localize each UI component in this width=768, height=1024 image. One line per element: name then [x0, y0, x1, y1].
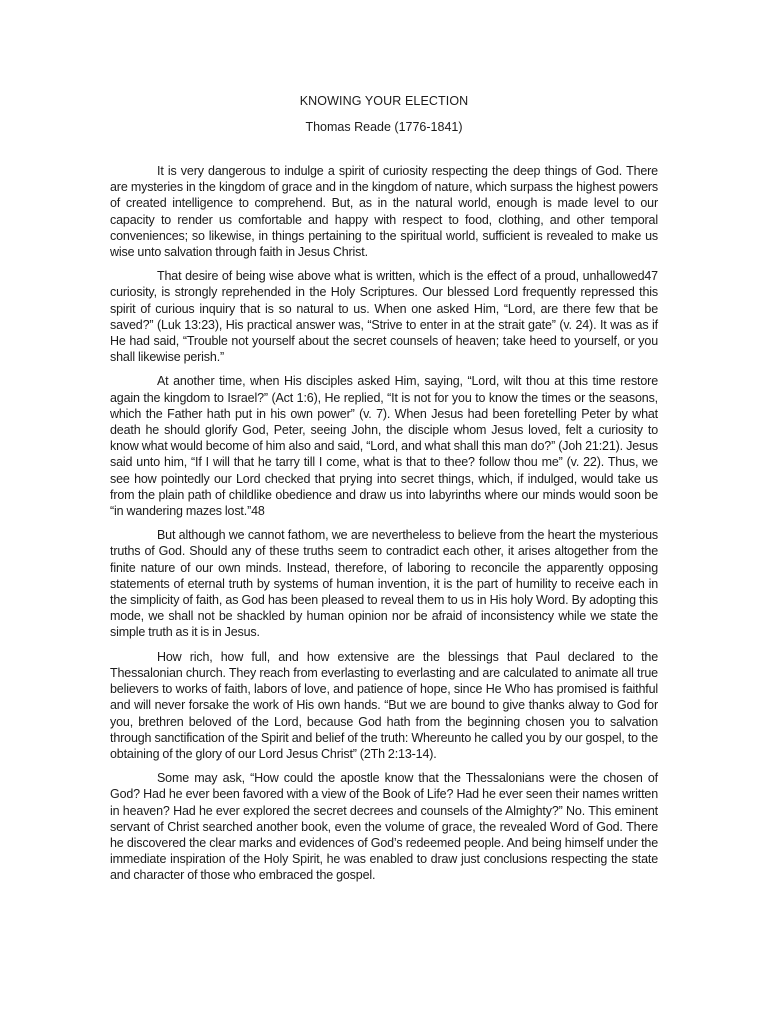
paragraph: It is very dangerous to indulge a spirit of curiosity respecting the deep things of God. There are mysteries in the kingdom of grace and in the kingdom of nature, which surpass the highest powers of created intelligence to comprehend. But, as in the natural world, enough is made level to our capacity to render us comfortable and happy with respect to food, clothing, and other temporal conveniences; so likewise, in things pertaining to the spiritual world, sufficient is revealed to make us wise unto salvation through faith in Jesus Christ. — [110, 164, 658, 260]
paragraph: Some may ask, “How could the apostle know that the Thessalonians were the chosen of God? Had he ever been favored with a view of the Book of Life? Had he ever seen their names written in heaven? Had he ever explored the secret decrees and counsels of the Almighty?” No. This eminent servant of Christ searched another book, even the volume of grace, the revealed Word of God. There he discovered the clear marks and evidences of God’s redeemed people. And being himself under the immediate inspiration of the Holy Spirit, he was enabled to draw just conclusions respecting the state and character of those who embraced the gospel. — [110, 771, 658, 883]
document-author: Thomas Reade (1776-1841) — [305, 120, 463, 134]
document-body — [110, 163, 658, 892]
paragraph: How rich, how full, and how extensive are the blessings that Paul declared to the Thessalonian church. They reach from everlasting to everlasting and are calculated to animate all true believers to works of faith, labors of love, and patience of hope, since He Who has promised is faithful and will never forsake the work of His own hands. “But we are bound to give thanks alway to God for you, brethren beloved of the Lord, because God hath from the beginning chosen you to salvation through sanctification of the Spirit and belief of the truth: Whereunto he called you by our gospel, to the obtaining of the glory of our Lord Jesus Christ” (2Th 2:13-14). — [110, 649, 658, 761]
paragraph: But although we cannot fathom, we are nevertheless to believe from the heart the mysterious truths of God. Should any of these truths seem to contradict each other, it arises altogether from the finite nature of our own minds. Instead, therefore, of laboring to reconcile the apparently opposing statements of eternal truth by systems of human invention, it is the part of humility to receive each in the simplicity of faith, as God has been pleased to reveal them to us in His holy Word. By adopting this mode, we shall not be shackled by human opinion nor be afraid of inconsistency while we state the simple truth as it is in Jesus. — [110, 528, 658, 640]
document-title: KNOWING YOUR ELECTION — [299, 94, 469, 108]
paragraph: That desire of being wise above what is written, which is the effect of a proud, unhallowed47 curiosity, is strongly reprehended in the Holy Scriptures. Our blessed Lord frequently repressed this spirit of curious inquiry that is so natural to us. When one asked Him, “Lord, are there few that be saved?” (Luk 13:23), His practical answer was, “Strive to enter in at the strait gate” (v. 24). It was as if He had said, “Trouble not yourself about the secret counsels of heaven; take heed to yourself, or you shall likewise perish.” — [110, 269, 658, 365]
paragraph: At another time, when His disciples asked Him, saying, “Lord, wilt thou at this time restore again the kingdom to Israel?” (Act 1:6), He replied, “It is not for you to know the times or the seasons, which the Father hath put in his own power” (v. 7). When Jesus had been foretelling Peter by what death he should glorify God, Peter, seeing John, the disciple whom Jesus loved, felt a curiosity to know what would become of him also and said, “Lord, and what shall this man do?” (Joh 21:21). Jesus said unto him, “If I will that he tarry till I come, what is that to thee? follow thou me” (v. 22). Thus, we see how pointedly our Lord checked that prying into secret things, which, if indulged, would take us from the plain path of childlike obedience and draw us into labyrinths where our minds would soon be “in wandering mazes lost.”48 — [110, 374, 658, 519]
